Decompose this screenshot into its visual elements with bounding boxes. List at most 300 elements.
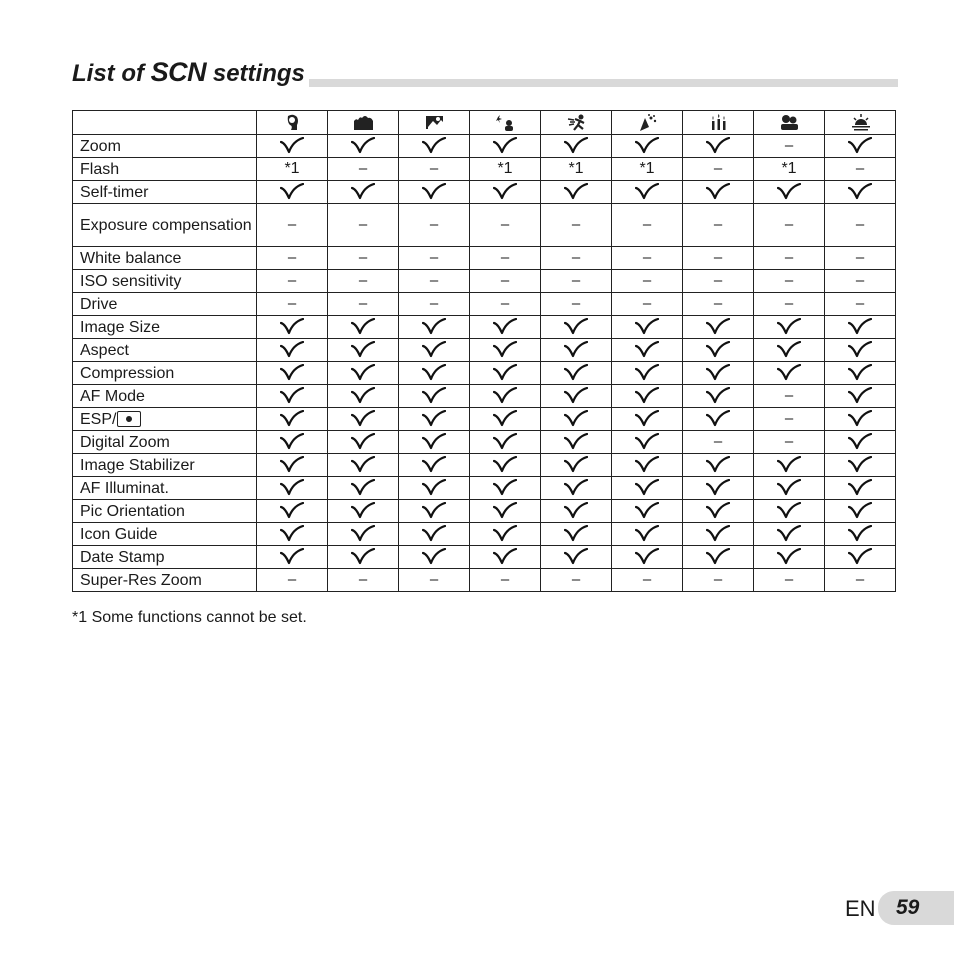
table-cell: [825, 181, 896, 204]
check-icon: [683, 341, 753, 359]
table-cell: [328, 569, 399, 592]
table-cell: [612, 546, 683, 569]
row-label-text: Super-Res Zoom: [80, 571, 202, 589]
table-cell: [754, 569, 825, 592]
not-available-mark: –: [713, 272, 723, 289]
table-cell: [683, 158, 754, 181]
table-cell: [754, 362, 825, 385]
table-cell: [257, 270, 328, 293]
not-available-mark: –: [642, 216, 652, 233]
check-icon: [825, 479, 895, 497]
check-icon: [612, 456, 682, 474]
table-cell: [612, 339, 683, 362]
candle-icon: [708, 113, 729, 132]
not-available-mark: –: [571, 571, 581, 588]
check-icon: [399, 433, 469, 451]
table-cell: [470, 247, 541, 270]
table-cell: [683, 362, 754, 385]
check-icon: [328, 433, 398, 451]
check-icon: [612, 341, 682, 359]
table-cell: [754, 135, 825, 158]
table-cell: [399, 546, 470, 569]
check-icon: [257, 183, 327, 201]
check-icon: [541, 183, 611, 201]
table-cell: [328, 477, 399, 500]
table-cell: [470, 454, 541, 477]
table-cell: [257, 247, 328, 270]
not-available-mark: –: [500, 571, 510, 588]
check-icon: [612, 548, 682, 566]
row-label: [73, 270, 257, 293]
table-cell: [399, 158, 470, 181]
row-label-text: Digital Zoom: [80, 433, 170, 451]
table-cell: [257, 158, 328, 181]
sport-icon: [566, 113, 587, 132]
table-cell: [328, 546, 399, 569]
table-cell: [328, 523, 399, 546]
not-available-mark: –: [358, 160, 368, 177]
table-cell: [470, 270, 541, 293]
check-icon: [612, 183, 682, 201]
check-icon: [399, 479, 469, 497]
table-cell: [470, 339, 541, 362]
table-cell: [754, 408, 825, 431]
check-icon: [328, 502, 398, 520]
check-icon: [328, 410, 398, 428]
not-available-mark: –: [571, 272, 581, 289]
check-icon: [399, 341, 469, 359]
check-icon: [825, 502, 895, 520]
table-cell: [470, 362, 541, 385]
table-cell: [754, 316, 825, 339]
not-available-mark: –: [287, 295, 297, 312]
table-cell: [683, 385, 754, 408]
table-cell: [825, 135, 896, 158]
check-icon: [683, 410, 753, 428]
not-available-mark: –: [500, 295, 510, 312]
check-icon: [683, 456, 753, 474]
table-row: [73, 181, 896, 204]
title-prefix: List of: [72, 60, 151, 87]
table-cell: [683, 181, 754, 204]
not-available-mark: –: [358, 295, 368, 312]
not-available-mark: –: [500, 249, 510, 266]
row-label-text: Aspect: [80, 341, 129, 359]
table-cell: [399, 523, 470, 546]
table-cell: [470, 523, 541, 546]
table-cell: [257, 546, 328, 569]
page-title: [72, 57, 309, 89]
table-cell: [399, 293, 470, 316]
check-icon: [612, 364, 682, 382]
not-available-mark: –: [784, 272, 794, 289]
row-label-text: Self-timer: [80, 183, 149, 201]
not-available-mark: –: [429, 295, 439, 312]
table-cell: [399, 477, 470, 500]
self-portrait-icon: [779, 113, 800, 132]
table-cell: [257, 362, 328, 385]
not-available-mark: –: [642, 571, 652, 588]
table-cell: [541, 270, 612, 293]
table-cell: [683, 523, 754, 546]
table-cell: [825, 523, 896, 546]
table-cell: [470, 385, 541, 408]
table-cell: [541, 500, 612, 523]
check-icon: [470, 318, 540, 336]
table-cell: [257, 500, 328, 523]
row-label-text: Flash: [80, 160, 120, 178]
row-label: [73, 569, 257, 592]
table-cell: [257, 339, 328, 362]
table-cell: [399, 316, 470, 339]
not-available-mark: –: [784, 433, 794, 450]
check-icon: [825, 525, 895, 543]
table-cell: [328, 135, 399, 158]
row-label: [73, 316, 257, 339]
table-cell: [612, 135, 683, 158]
check-icon: [257, 456, 327, 474]
table-row: [73, 385, 896, 408]
table-cell: [328, 362, 399, 385]
table-cell: [328, 339, 399, 362]
column-header-6: [612, 111, 683, 135]
check-icon: [825, 364, 895, 382]
not-available-mark: –: [784, 387, 794, 404]
not-available-mark: –: [855, 571, 865, 588]
check-icon: [541, 364, 611, 382]
table-row: [73, 270, 896, 293]
table-row: [73, 135, 896, 158]
row-label-text: Compression: [80, 364, 175, 382]
not-available-mark: –: [571, 249, 581, 266]
table-cell: [328, 270, 399, 293]
table-row: [73, 247, 896, 270]
table-cell: [470, 408, 541, 431]
check-icon: [257, 479, 327, 497]
check-icon: [825, 456, 895, 474]
table-cell: [683, 135, 754, 158]
table-cell: [399, 135, 470, 158]
check-icon: [754, 364, 824, 382]
table-cell: [541, 431, 612, 454]
row-label: [73, 158, 257, 181]
check-icon: [257, 137, 327, 155]
not-available-mark: –: [713, 216, 723, 233]
row-label-text: Zoom: [80, 137, 121, 155]
check-icon: [541, 525, 611, 543]
not-available-mark: –: [784, 410, 794, 427]
check-icon: [328, 137, 398, 155]
table-cell: [754, 546, 825, 569]
indoor-icon: [637, 113, 658, 132]
row-label-text: Drive: [80, 295, 118, 313]
row-label: [73, 362, 257, 385]
table-cell: [541, 385, 612, 408]
table-row: [73, 454, 896, 477]
table-cell: [612, 270, 683, 293]
not-available-mark: –: [500, 216, 510, 233]
check-icon: [541, 502, 611, 520]
not-available-mark: –: [287, 272, 297, 289]
not-available-mark: –: [429, 249, 439, 266]
not-available-mark: –: [784, 295, 794, 312]
table-cell: [541, 135, 612, 158]
table-cell: [399, 181, 470, 204]
table-row: [73, 477, 896, 500]
table-cell: [541, 181, 612, 204]
table-cell: [257, 431, 328, 454]
not-available-mark: –: [855, 272, 865, 289]
table-cell: [541, 523, 612, 546]
table-cell: [399, 454, 470, 477]
table-cell: [470, 158, 541, 181]
table-row: [73, 339, 896, 362]
not-available-mark: –: [429, 571, 439, 588]
check-icon: [328, 318, 398, 336]
check-icon: [541, 341, 611, 359]
title-suffix: settings: [206, 60, 305, 87]
column-header-5: [541, 111, 612, 135]
table-cell: [328, 181, 399, 204]
table-cell: [541, 362, 612, 385]
table-cell: [825, 362, 896, 385]
table-cell: [612, 362, 683, 385]
table-cell: [754, 247, 825, 270]
check-icon: [754, 525, 824, 543]
table-cell: [612, 477, 683, 500]
check-icon: [612, 410, 682, 428]
check-icon: [328, 456, 398, 474]
row-label: [73, 247, 257, 270]
row-label-text: Exposure compensation: [80, 216, 252, 234]
table-cell: [257, 569, 328, 592]
table-cell: [683, 339, 754, 362]
table-cell: [328, 454, 399, 477]
language-label: EN: [845, 896, 876, 921]
table-cell: [612, 181, 683, 204]
table-cell: [257, 204, 328, 247]
table-cell: [825, 293, 896, 316]
table-row: [73, 546, 896, 569]
not-available-mark: –: [429, 272, 439, 289]
check-icon: [683, 387, 753, 405]
check-icon: [683, 502, 753, 520]
check-icon: [399, 548, 469, 566]
not-available-mark: –: [358, 571, 368, 588]
column-header-4: [470, 111, 541, 135]
header-blank: [73, 111, 257, 135]
footnote-ref: *1: [497, 160, 513, 177]
row-label-text: Image Size: [80, 318, 161, 336]
table-cell: [399, 431, 470, 454]
table-cell: [825, 204, 896, 247]
row-label-text: Image Stabilizer: [80, 456, 195, 474]
table-cell: [399, 385, 470, 408]
check-icon: [541, 479, 611, 497]
table-cell: [399, 500, 470, 523]
table-cell: [754, 454, 825, 477]
check-icon: [612, 502, 682, 520]
table-row: [73, 431, 896, 454]
table-cell: [541, 408, 612, 431]
row-label: [73, 408, 257, 431]
table-cell: [683, 293, 754, 316]
check-icon: [541, 387, 611, 405]
table-cell: [257, 181, 328, 204]
not-available-mark: –: [784, 137, 794, 154]
row-label-text: AF Illuminat.: [80, 479, 169, 497]
check-icon: [683, 137, 753, 155]
not-available-mark: –: [287, 571, 297, 588]
check-icon: [754, 479, 824, 497]
table-cell: [541, 569, 612, 592]
check-icon: [470, 387, 540, 405]
not-available-mark: –: [642, 272, 652, 289]
table-cell: [825, 431, 896, 454]
table-cell: [328, 204, 399, 247]
row-label: [73, 293, 257, 316]
row-label: [73, 500, 257, 523]
table-cell: [825, 270, 896, 293]
not-available-mark: –: [713, 295, 723, 312]
check-icon: [825, 548, 895, 566]
table-cell: [612, 316, 683, 339]
check-icon: [825, 183, 895, 201]
row-label: [73, 546, 257, 569]
check-icon: [683, 364, 753, 382]
check-icon: [825, 387, 895, 405]
table-cell: [683, 270, 754, 293]
row-label-text: Date Stamp: [80, 548, 165, 566]
check-icon: [470, 525, 540, 543]
table-cell: [612, 158, 683, 181]
check-icon: [328, 387, 398, 405]
row-label: [73, 477, 257, 500]
column-header-2: [328, 111, 399, 135]
table-cell: [683, 546, 754, 569]
check-icon: [825, 433, 895, 451]
check-icon: [541, 318, 611, 336]
table-cell: [612, 408, 683, 431]
table-cell: [825, 247, 896, 270]
night-scene-icon: [424, 113, 445, 132]
table-cell: [399, 204, 470, 247]
check-icon: [399, 410, 469, 428]
table-cell: [612, 523, 683, 546]
table-cell: [328, 293, 399, 316]
table-cell: [683, 477, 754, 500]
row-label-text: Icon Guide: [80, 525, 158, 543]
check-icon: [399, 137, 469, 155]
check-icon: [399, 183, 469, 201]
footnote-ref: *1: [284, 160, 300, 177]
table-cell: [825, 477, 896, 500]
check-icon: [754, 341, 824, 359]
table-cell: [541, 316, 612, 339]
check-icon: [328, 341, 398, 359]
table-cell: [257, 385, 328, 408]
not-available-mark: –: [571, 216, 581, 233]
not-available-mark: –: [287, 249, 297, 266]
check-icon: [683, 183, 753, 201]
table-row: [73, 362, 896, 385]
not-available-mark: –: [642, 249, 652, 266]
check-icon: [612, 387, 682, 405]
table-cell: [470, 135, 541, 158]
not-available-mark: –: [855, 295, 865, 312]
table-cell: [257, 408, 328, 431]
table-cell: [683, 454, 754, 477]
title-scn: SCN: [150, 57, 207, 87]
table-row: [73, 569, 896, 592]
footnote-ref: *1: [781, 160, 797, 177]
page-number: 59: [896, 896, 920, 919]
table-cell: [541, 477, 612, 500]
check-icon: [328, 183, 398, 201]
not-available-mark: –: [713, 160, 723, 177]
table-cell: [541, 204, 612, 247]
table-cell: [683, 408, 754, 431]
not-available-mark: –: [358, 249, 368, 266]
table-cell: [754, 477, 825, 500]
check-icon: [399, 364, 469, 382]
check-icon: [257, 502, 327, 520]
table-cell: [257, 454, 328, 477]
not-available-mark: –: [713, 571, 723, 588]
check-icon: [399, 502, 469, 520]
table-cell: [399, 408, 470, 431]
not-available-mark: –: [784, 249, 794, 266]
check-icon: [470, 137, 540, 155]
check-icon: [257, 433, 327, 451]
table-cell: [541, 454, 612, 477]
table-cell: [399, 339, 470, 362]
table-cell: [825, 158, 896, 181]
check-icon: [541, 433, 611, 451]
not-available-mark: –: [855, 249, 865, 266]
check-icon: [541, 410, 611, 428]
column-header-7: [683, 111, 754, 135]
check-icon: [683, 479, 753, 497]
not-available-mark: –: [713, 433, 723, 450]
check-icon: [257, 410, 327, 428]
row-label-text: White balance: [80, 249, 182, 267]
check-icon: [328, 479, 398, 497]
check-icon: [399, 525, 469, 543]
check-icon: [470, 456, 540, 474]
table-cell: [470, 204, 541, 247]
check-icon: [257, 364, 327, 382]
column-header-1: [257, 111, 328, 135]
title-bar: [72, 57, 898, 87]
not-available-mark: –: [358, 272, 368, 289]
check-icon: [399, 456, 469, 474]
table-cell: [399, 270, 470, 293]
not-available-mark: –: [713, 249, 723, 266]
row-label: [73, 431, 257, 454]
check-icon: [328, 548, 398, 566]
sunset-icon: [850, 113, 871, 132]
row-label-text: AF Mode: [80, 387, 145, 405]
table-cell: [825, 316, 896, 339]
check-icon: [470, 410, 540, 428]
spot-metering-icon: [117, 411, 141, 427]
table-cell: [825, 546, 896, 569]
table-cell: [470, 477, 541, 500]
table-cell: [257, 135, 328, 158]
row-label: [73, 204, 257, 247]
table-body: [73, 135, 896, 592]
